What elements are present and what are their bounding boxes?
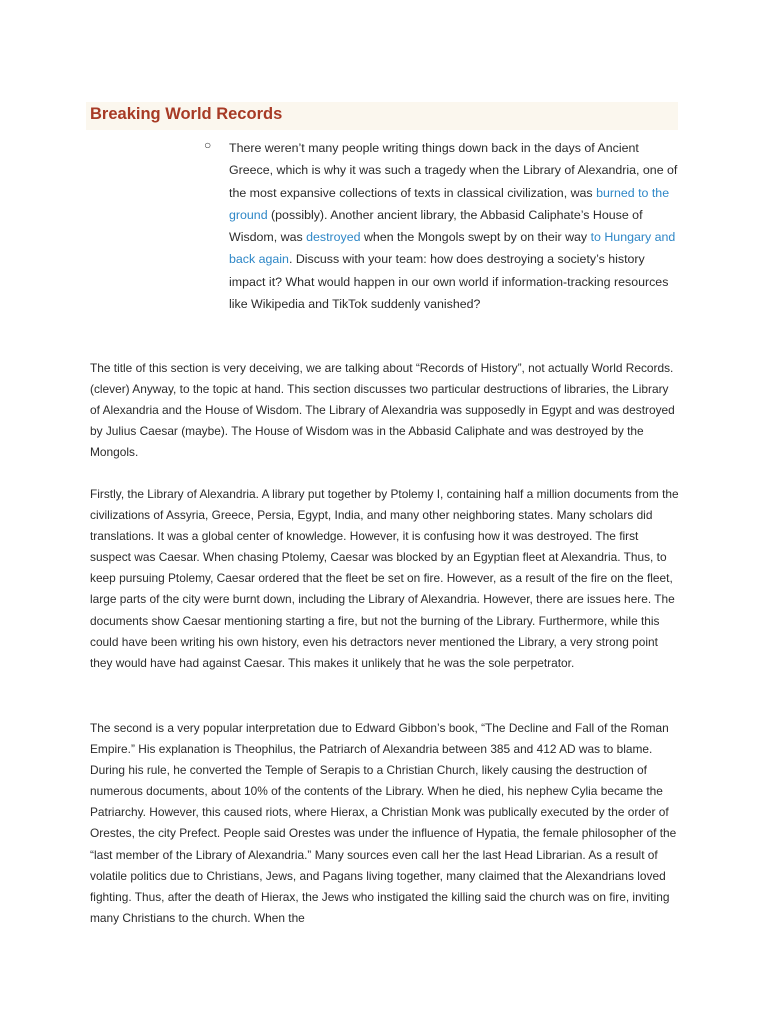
bullet-text-part-4: . Discuss with your team: how does destroying a society’s history impact it? What would happen in our own world if information-tracking resources like Wikipedia and TikTok suddenly vanished? bbox=[229, 252, 669, 312]
bullet-text bbox=[229, 137, 679, 315]
bullet-text-part-1: There weren’t many people writing things down back in the days of Ancient Greece, which is why it was such a tragedy when the Library of Alexandria, one of the most expansive collections of texts in classical civilization, was bbox=[229, 141, 678, 200]
link-to-hungary-and-back-again[interactable]: to Hungary and back again bbox=[229, 230, 676, 267]
paragraph-intro: The title of this section is very deceiving, we are talking about “Records of History”, not actually World Records. (clever) Anyway, to the topic at hand. This section discusses two particular destructions of libraries, the Library of Alexandria and the House of Wisdom. The Library of Alexandria was supposedly in Egypt and was destroyed by Julius Caesar (maybe). The House of Wisdom was in the Abbasid Caliphate and was destroyed by the Mongols. bbox=[90, 361, 675, 460]
paragraph-gibbon-interpretation: The second is a very popular interpretation due to Edward Gibbon’s book, “The Decline and Fall of the Roman Empire.” His explanation is Theophilus, the Patriarch of Alexandria between 385 and 412 AD was to blame. During his rule, he converted the Temple of Serapis to a Christian Church, likely causing the destruction of numerous documents, about 10% of the contents of the Library. When he died, his nephew Cylia became the Patriarchy. However, this caused riots, where Hierax, a Christian Monk was publically executed by the order of Orestes, the city Prefect. People said Orestes was under the influence of Hypatia, the female philosopher of the “last member of the Library of Alexandria.” Many sources even call her the last Head Librarian. As a result of volatile politics due to Christians, Jews, and Pagans living together, many claimed that the Alexandrians loved fighting. Thus, after the death of Hierax, the Jews who instigated the killing said the church was on fire, inviting many Christians to the church. When the bbox=[90, 721, 677, 925]
bullet-text-part-3: when the Mongols swept by on their way bbox=[360, 230, 591, 245]
link-burned-to-the-ground[interactable]: burned to the ground bbox=[229, 185, 670, 222]
link-destroyed[interactable]: destroyed bbox=[306, 230, 361, 245]
section-heading: Breaking World Records bbox=[90, 105, 283, 123]
bullet-circle-icon: ○ bbox=[204, 138, 212, 152]
paragraph-library-of-alexandria: Firstly, the Library of Alexandria. A library put together by Ptolemy I, containing half a million documents from the civilizations of Assyria, Greece, Persia, Egypt, India, and many other neighboring states. Many scholars did translations. It was a global center of knowledge. However, it is confusing how it was destroyed. The first suspect was Caesar. When chasing Ptolemy, Caesar was blocked by an Egyptian fleet at Alexandria. Thus, to keep pursuing Ptolemy, Caesar ordered that the fleet be set on fire. However, as a result of the fire on the fleet, large parts of the city were burnt down, including the Library of Alexandria. However, there are issues here. The documents show Caesar mentioning starting a fire, but not the burning of the Library. Furthermore, while this could have been writing his own history, even his detractors never mentioned the Library, a very strong point they would have had against Caesar. This makes it unlikely that he was the sole perpetrator. bbox=[90, 487, 679, 670]
bullet-text-part-2: (possibly). Another ancient library, the Abbasid Caliphate’s House of Wisdom, was bbox=[229, 207, 643, 245]
